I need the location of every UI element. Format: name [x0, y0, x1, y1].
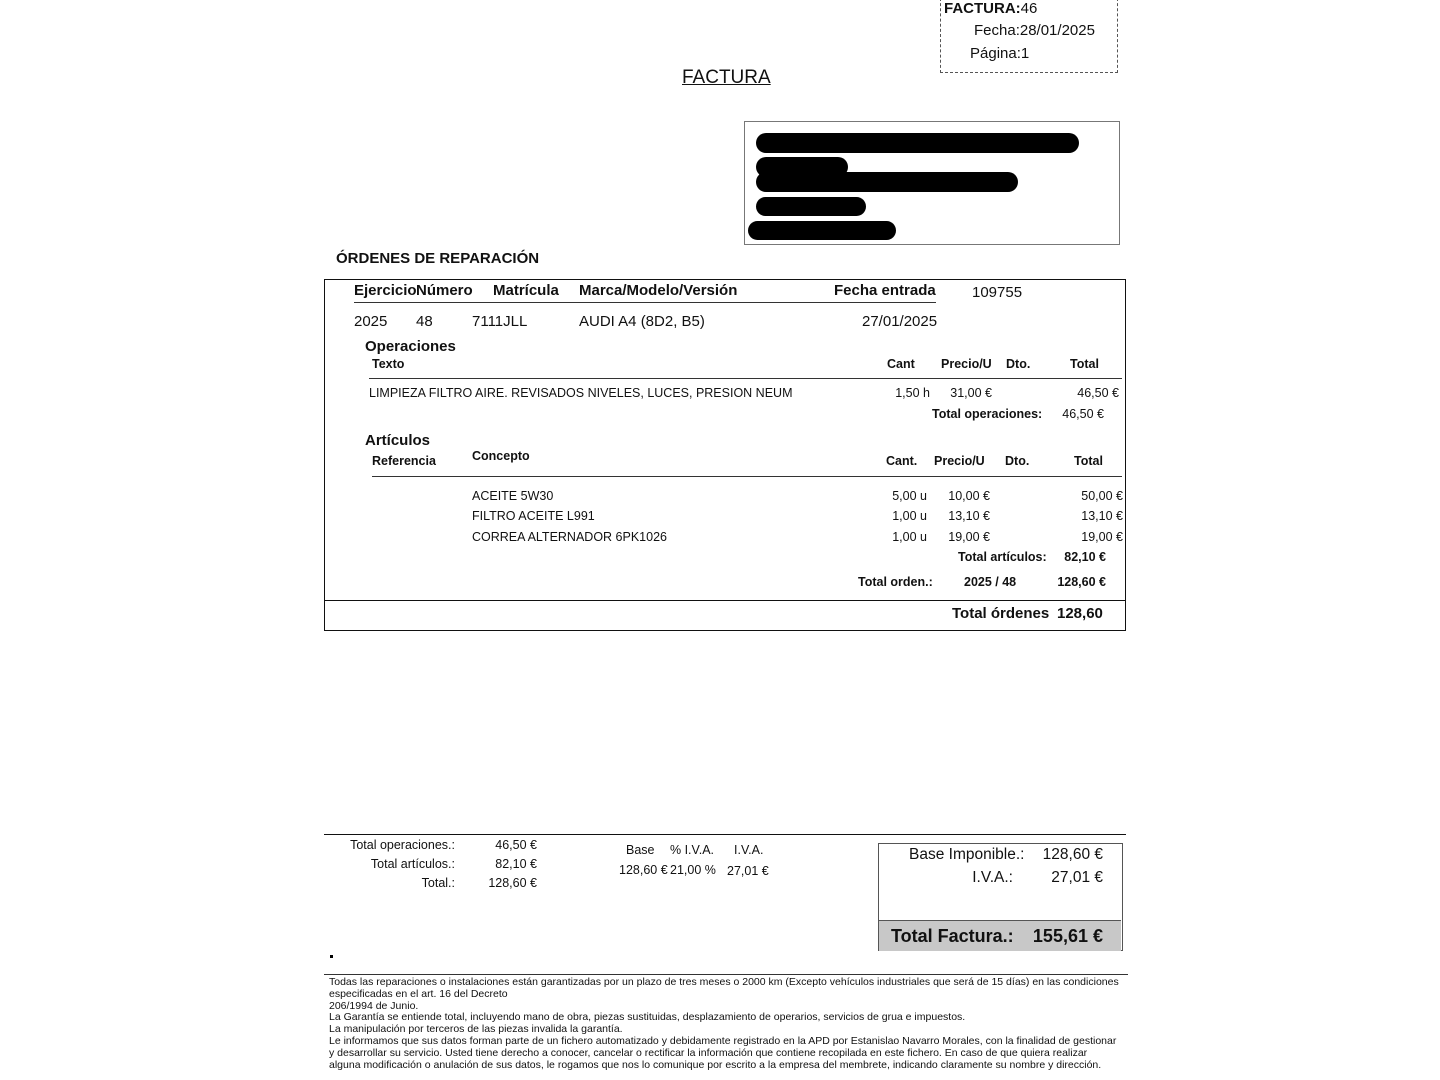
operation-precio: 31,00 €: [950, 386, 992, 400]
footer-paragraph: Le informamos que sus datos forman parte de un fichero automatizado y debidamente registrado en la APD por Estanislao Navarro Morales, con la finalidad de gestionar y desarrollar su servicio. Usted tiene derecho a conocer, cancelar o rectificar la información que contiene recopilada en este fichero. En caso de que quiera realizar alguna modificación o anulación de sus datos, le rogamos que nos lo comunique por escrito a la empresa del membrete, indicando claramente su nombre y dirección.: [329, 1034, 1117, 1071]
iva-amount-value: 27,01 €: [727, 864, 769, 878]
total-operaciones-label: Total operaciones:: [932, 407, 1043, 421]
total-orden-label: Total orden.:: [858, 575, 933, 589]
col-dto: Dto.: [1005, 454, 1030, 468]
total-articulos-value: 82,10 €: [1064, 550, 1106, 564]
article-total: 50,00 €: [1081, 489, 1123, 503]
iva-col-base: Base: [626, 843, 655, 857]
article-precio: 19,00 €: [948, 530, 990, 544]
footer-paragraph: La manipulación por terceros de las piezas invalida la garantía.: [329, 1023, 623, 1036]
article-concepto: ACEITE 5W30: [472, 489, 554, 503]
invoice-date: [974, 22, 1095, 39]
article-precio: 10,00 €: [948, 489, 990, 503]
article-concepto: CORREA ALTERNADOR 6PK1026: [472, 530, 667, 544]
article-precio: 13,10 €: [948, 509, 990, 523]
total-orden-value: 128,60 €: [1057, 575, 1106, 589]
order-reference: 109755: [972, 284, 1023, 301]
col-marca: Marca/Modelo/Versión: [579, 282, 738, 299]
article-cant: 5,00 u: [892, 489, 927, 503]
footer-paragraph: 206/1994 de Junio.: [329, 999, 419, 1012]
fecha-value: 28/01/2025: [1019, 22, 1095, 39]
footer-paragraph: La Garantía se entiende total, incluyendo mano de obra, piezas sustituidas, desplazamiento de operarios, servicios de grua e impuestos.: [329, 1011, 966, 1024]
iva-col-pct: % I.V.A.: [670, 843, 715, 857]
col-ejercicio: Ejercicio: [354, 282, 417, 299]
articulos-heading: Artículos: [365, 432, 431, 449]
value-marca: AUDI A4 (8D2, B5): [579, 313, 705, 330]
col-matricula: Matrícula: [493, 282, 559, 299]
order-divider: [324, 600, 1125, 601]
col-fecha-entrada: Fecha entrada: [834, 282, 936, 299]
invoice-number: [944, 0, 1037, 17]
summary-ops-label: Total operaciones.:: [350, 838, 455, 852]
operaciones-heading: Operaciones: [365, 338, 456, 355]
invoice-page: [970, 45, 1029, 62]
iva-col-iva: I.V.A.: [734, 843, 764, 857]
summary-total-label: Total.:: [421, 876, 455, 890]
total-factura-value: 155,61 €: [1032, 926, 1103, 946]
iva-pct-value: 21,00 %: [670, 863, 716, 877]
redaction-bar: [748, 221, 896, 240]
value-numero: 48: [416, 313, 433, 330]
factura-number: 46: [1020, 0, 1038, 17]
fecha-label: Fecha:: [974, 22, 1020, 39]
iva-value: 27,01 €: [1051, 869, 1103, 886]
value-ejercicio: 2025: [354, 313, 388, 330]
articulos-underline: [372, 476, 1122, 477]
repair-orders-heading: ÓRDENES DE REPARACIÓN: [336, 250, 540, 267]
article-cant: 1,00 u: [892, 530, 927, 544]
value-fecha-entrada: 27/01/2025: [862, 313, 938, 330]
operation-texto: LIMPIEZA FILTRO AIRE. REVISADOS NIVELES, LUCES, PRESION NEUM: [369, 386, 793, 400]
operation-total: 46,50 €: [1077, 386, 1119, 400]
base-imponible-label: Base Imponible.:: [909, 846, 1025, 863]
article-cant: 1,00 u: [892, 509, 927, 523]
pagina-value: 1: [1020, 45, 1030, 62]
redaction-bar: [756, 133, 1079, 153]
summary-total-value: 128,60 €: [488, 876, 537, 890]
col-concepto: Concepto: [472, 449, 530, 463]
document-title: FACTURA: [682, 67, 771, 88]
col-referencia: Referencia: [372, 454, 436, 468]
col-texto: Texto: [372, 357, 405, 371]
col-dto: Dto.: [1006, 357, 1031, 371]
total-ordenes-label: Total órdenes: [952, 605, 1050, 622]
operation-cant: 1,50 h: [895, 386, 930, 400]
summary-art-value: 82,10 €: [495, 857, 537, 871]
operaciones-underline: [369, 378, 1122, 379]
client-address-box: [744, 121, 1120, 245]
summary-ops-value: 46,50 €: [495, 838, 537, 852]
pagina-label: Página:: [970, 45, 1021, 62]
col-total: Total: [1070, 357, 1099, 371]
total-orden-ref: 2025 / 48: [964, 575, 1017, 589]
total-factura-label: Total Factura.:: [891, 926, 1014, 946]
col-numero: Número: [416, 282, 473, 299]
col-precio: Precio/U: [941, 357, 992, 371]
footer-paragraph: Todas las reparaciones o instalaciones están garantizadas por un plazo de tres meses o 2000 km (Excepto vehículos industriales que será de 15 días) en las condiciones especificadas en el art. 16 del Decreto: [329, 976, 1119, 1000]
warranty-legal-text: [329, 977, 1121, 1071]
article-total: 19,00 €: [1081, 530, 1123, 544]
total-articulos-label: Total artículos:: [958, 550, 1047, 564]
col-cant: Cant: [887, 357, 915, 371]
header-underline: [354, 302, 936, 303]
value-matricula: 7111JLL: [472, 313, 528, 330]
col-total: Total: [1074, 454, 1103, 468]
col-cant: Cant.: [886, 454, 918, 468]
bullet-mark: [330, 955, 333, 958]
footer-divider: [324, 974, 1128, 975]
article-total: 13,10 €: [1081, 509, 1123, 523]
total-operaciones-value: 46,50 €: [1062, 407, 1104, 421]
redaction-bar: [756, 172, 1018, 192]
summary-art-label: Total artículos.:: [370, 857, 455, 871]
base-imponible-value: 128,60 €: [1042, 846, 1103, 863]
article-concepto: FILTRO ACEITE L991: [472, 509, 595, 523]
iva-label: I.V.A.:: [972, 869, 1013, 886]
total-ordenes-value: 128,60: [1057, 605, 1103, 622]
factura-label: FACTURA:: [944, 0, 1021, 17]
redaction-bar: [756, 197, 866, 216]
iva-base-value: 128,60 €: [619, 863, 668, 877]
col-precio: Precio/U: [934, 454, 985, 468]
summary-divider: [324, 834, 1126, 835]
